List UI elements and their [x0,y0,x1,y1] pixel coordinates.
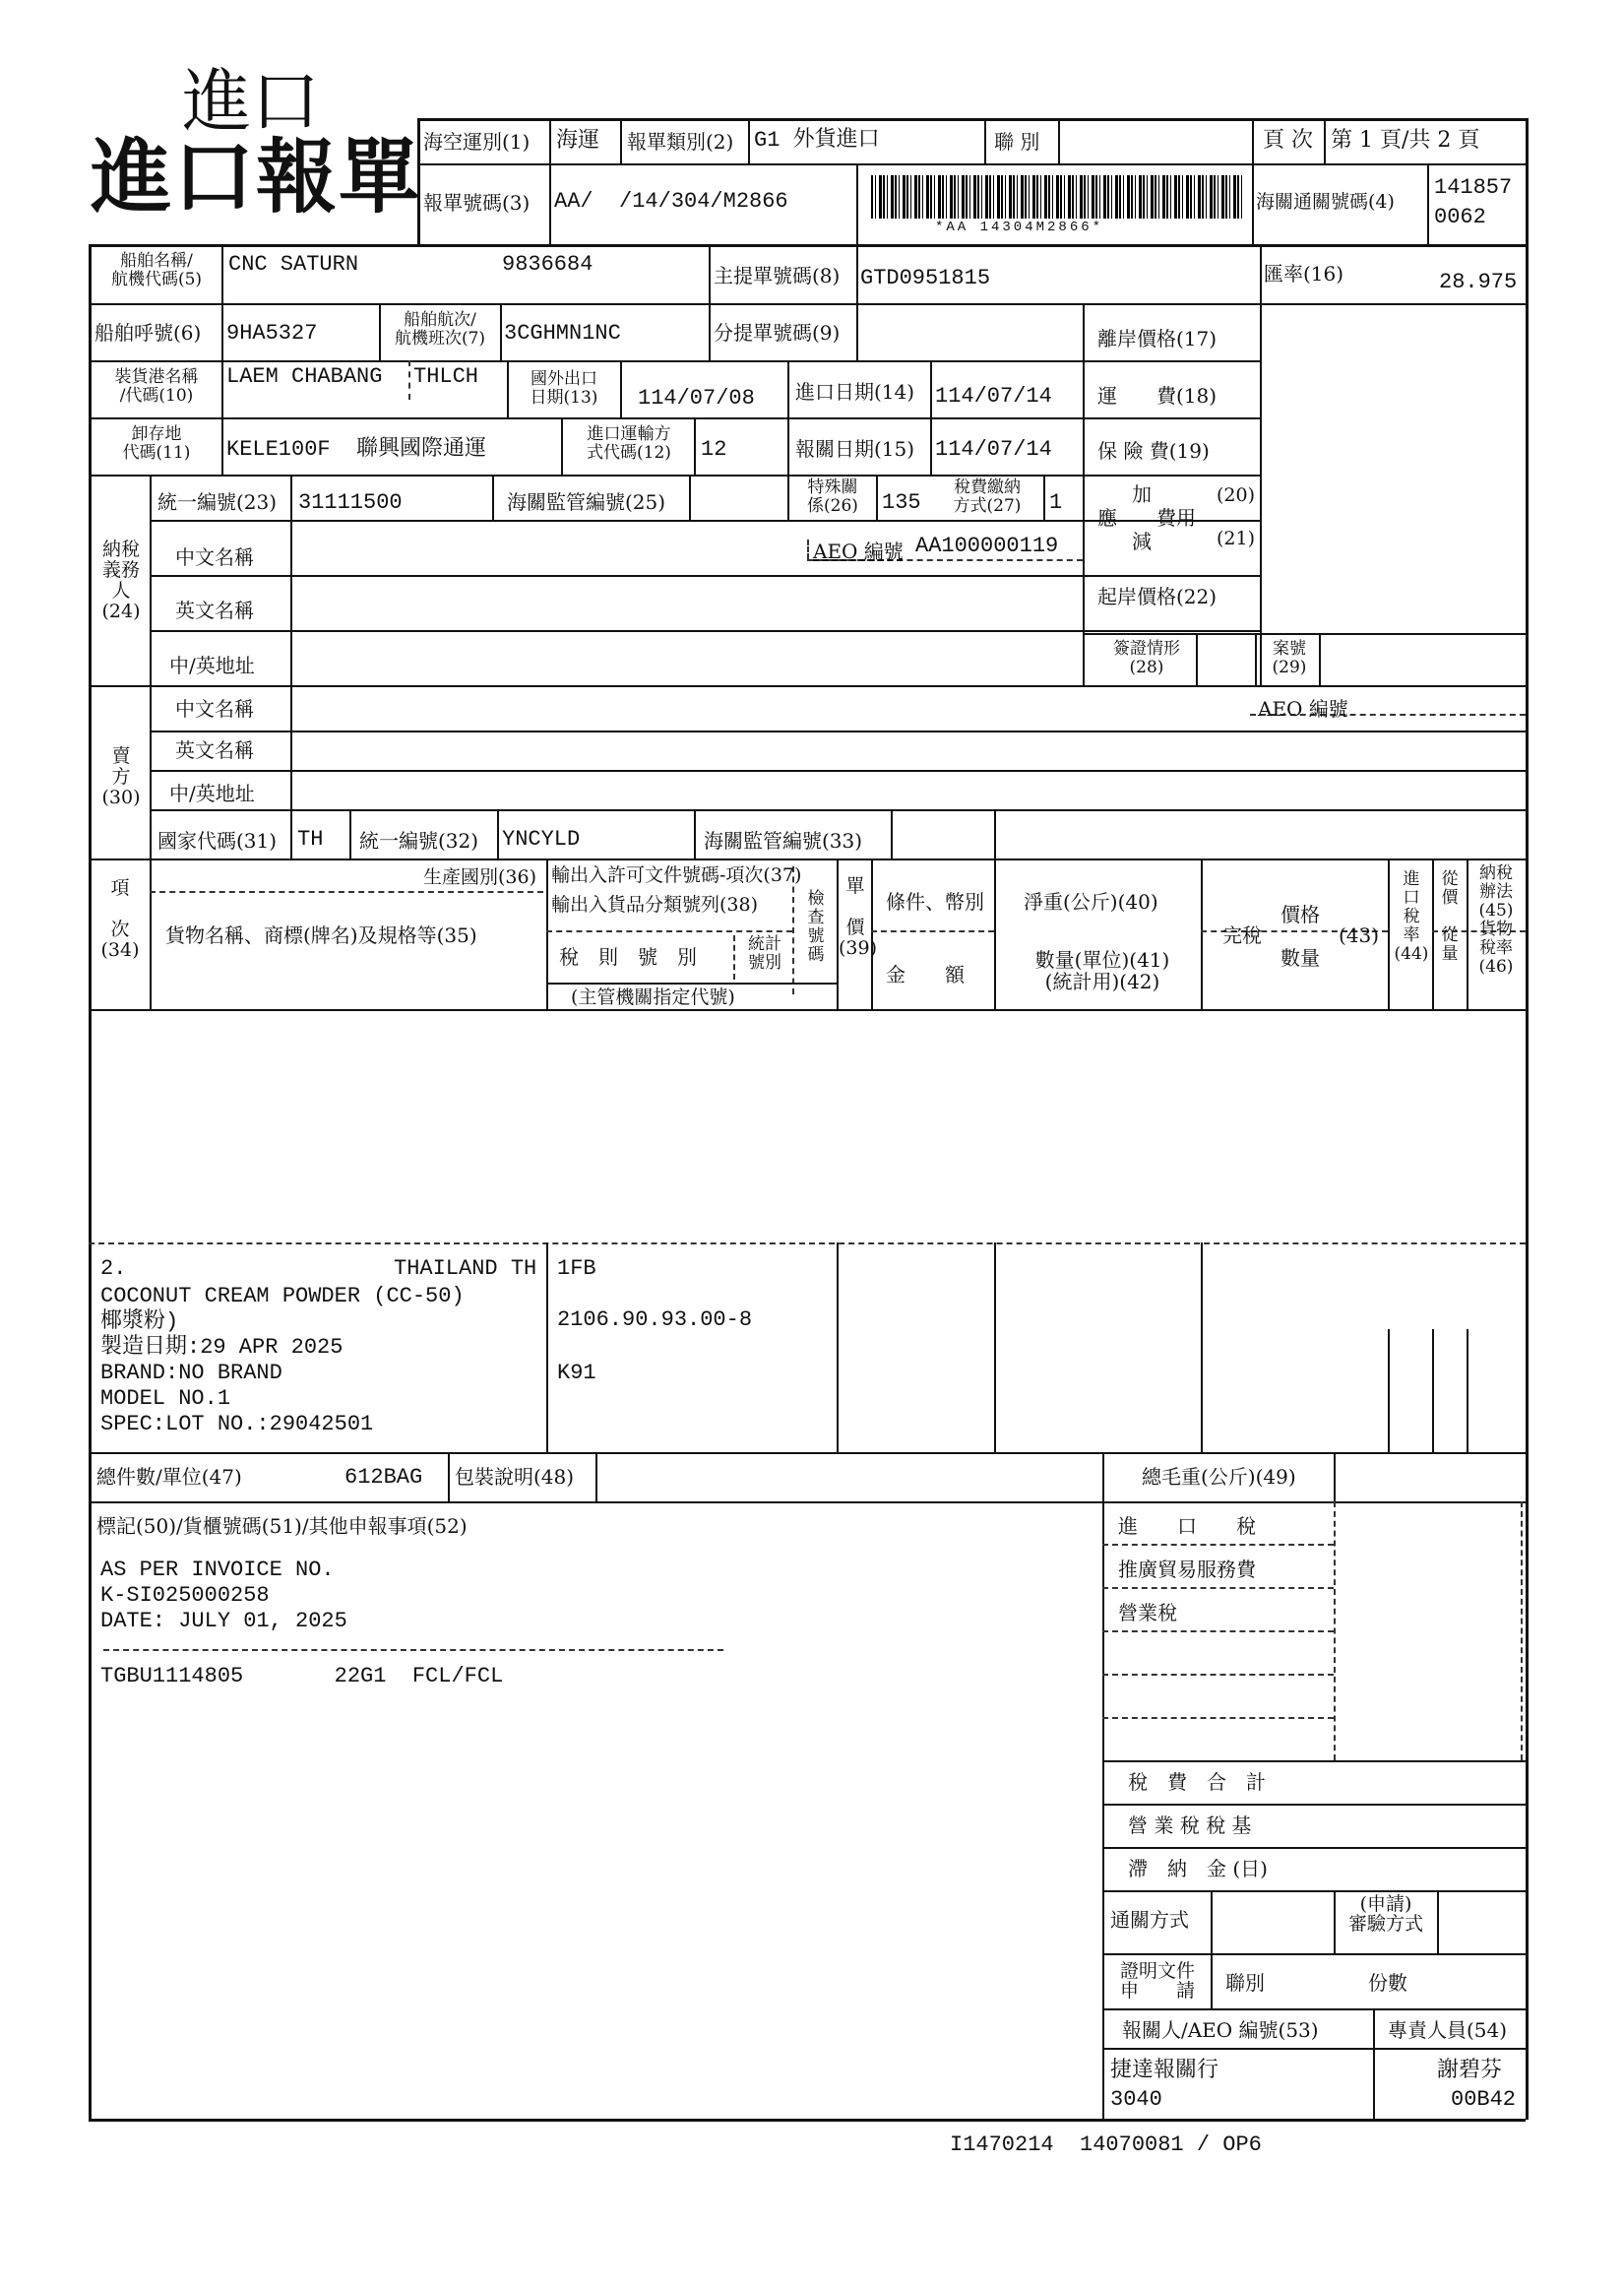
col-stat: 統計 號別 [748,934,781,973]
total-packages-label: 總件數/單位(47) [96,1465,242,1489]
adjust-minus: 減 [1132,530,1152,553]
barcode-caption: *AA 14304M2866* [935,220,1104,235]
seller-address-label: 中/英地址 [169,782,255,805]
storage-label: 卸存地 代碼(11) [122,424,191,463]
adjust-plus: 加 [1132,482,1152,506]
report-date-label: 報關日期(15) [795,437,915,461]
col-duty-value: 完稅 [1222,923,1262,947]
transport-mode-code-label: 進口運輸方 式代碼(12) [587,424,671,463]
certificate-label: 證明文件 申 請 [1119,1960,1195,2002]
storage-value: KELE100F 聯興國際通運 [226,437,487,462]
col-inspect: 檢 查 號 碼 [807,889,825,965]
marks-text: AS PER INVOICE NO. K-SI025000258 DATE: JULY 01, 2025 [100,1558,347,1633]
page-value: 第 1 頁/共 2 頁 [1331,128,1480,153]
item-origin: THAILAND TH [394,1256,537,1281]
business-tax-label: 營業稅 [1118,1601,1177,1624]
importer-customs-reg-label: 海關監管編號(25) [507,490,666,514]
insurance-label: 保 險 費(19) [1097,439,1210,463]
col-class-no: 輸出入貨品分類號列(38) [551,894,759,916]
importer-aeo-value: AA100000119 [915,534,1059,558]
importer-aeo-label: AEO 編號 [813,540,904,563]
broker-name: 捷達報關行 [1110,2058,1219,2082]
voyage-label: 船舶航次/ 航機班次(7) [394,310,486,349]
broker-code: 3040 [1110,2087,1162,2112]
importer-ubn-value: 31111500 [298,490,403,515]
seller-country-value: TH [297,827,324,852]
seller-country-label: 國家代碼(31) [157,829,278,853]
visa-label: 簽證情形 (28) [1113,639,1180,677]
packing-label: 包裝說明(48) [455,1465,575,1489]
trade-fee-label: 推廣貿易服務費 [1118,1558,1256,1581]
page-label: 頁 次 [1263,128,1313,153]
col-terms: 條件、幣別 [886,890,984,914]
tax-total-label: 稅 費 合 計 [1128,1770,1266,1794]
officer-name: 謝碧芬 [1437,2058,1503,2082]
col-net-weight: 淨重(公斤)(40) [1024,890,1158,914]
gross-weight-label: 總毛重(公斤)(49) [1142,1465,1296,1489]
col-tax-method: 納稅 辦法 (45) 貨物 稅率 (46) [1478,863,1514,977]
col-unit-price: 單 價 (39) [839,875,878,959]
title-small: 進口 [182,61,320,142]
importer-address-label: 中/英地址 [169,654,255,677]
col-amount: 金 額 [886,963,965,986]
declaration-number-value: AA/ /14/304/M2866 [554,189,788,214]
tax-payment-method-label: 稅費繳納 方式(27) [953,477,1022,516]
item-description: COCONUT CREAM POWDER (CC-50) 椰漿粉) 製造日期:29 APR 2025 BRAND:NO BRAND MODEL NO.1 SPEC:LOT NO.:29042501 [100,1284,465,1436]
master-bl-value: GTD0951815 [860,266,991,290]
load-port-code: THLCH [413,364,479,389]
cif-label: 起岸價格(22) [1097,585,1218,608]
seller-ubn-label: 統一編號(32) [359,829,479,853]
declaration-type-label: 報單類別(2) [627,130,734,154]
export-date-value: 114/07/08 [638,386,755,411]
special-relation-value: 135 [882,490,921,515]
inspection-method-label: (申請) 審驗方式 [1347,1893,1423,1935]
copy-type-label: 聯 別 [994,130,1040,154]
exchange-rate-label: 匯率(16) [1264,262,1344,286]
clearance-number-value-1: 141857 [1434,175,1513,200]
special-relation-label: 特殊關 係(26) [807,477,858,516]
callsign-value: 9HA5327 [226,321,318,346]
col-43: (43) [1339,923,1380,947]
import-date-label: 進口日期(14) [795,380,915,404]
seller-section-label: 賣 方 (30) [101,745,141,808]
adjust-code-20: (20) [1217,484,1256,506]
importer-cn-name-label: 中文名稱 [175,545,254,569]
seller-aeo-label: AEO 編號 [1258,697,1348,721]
import-date-value: 114/07/14 [935,384,1052,409]
late-fee-label: 滯 納 金 (日) [1128,1857,1268,1880]
broker-label: 報關人/AEO 編號(53) [1122,2018,1319,2042]
export-date-label: 國外出口 日期(13) [530,369,598,408]
title-main: 進口報單 [91,131,422,224]
declaration-type-value: G1 外貨進口 [754,128,880,153]
case-no-label: 案號 (29) [1272,639,1307,677]
item-agency-code: K91 [557,1361,596,1385]
callsign-label: 船舶呼號(6) [94,321,202,345]
tax-payment-method-value: 1 [1049,490,1063,515]
clearance-number-value-2: 0062 [1434,205,1486,229]
freight-label: 運 費(18) [1097,384,1218,408]
col-permit: 輸出入許可文件號碼-項次(37) [551,864,802,886]
officer-label: 專責人員(54) [1388,2018,1508,2042]
master-bl-label: 主提單號碼(8) [714,264,841,287]
report-date-value: 114/07/14 [935,437,1052,462]
clearance-number-label: 海關通關號碼(4) [1256,191,1395,213]
col-tariff: 稅 則 號 別 [559,945,697,969]
seller-customs-reg-label: 海關監管編號(33) [704,829,863,853]
vessel-code: 9836684 [502,252,593,277]
transport-mode-value: 海運 [556,128,600,153]
col-price-qty: 價格 數量 [1280,903,1320,970]
container-info: TGBU1114805 22G1 FCL/FCL [100,1664,504,1688]
item-class-code: 1FB [557,1256,596,1281]
col-item-no: 項 次 (34) [100,877,140,961]
certificate-copy-type: 聯別 [1225,1971,1265,1995]
seller-cn-name-label: 中文名稱 [175,697,254,721]
business-tax-base-label: 營 業 稅 稅 基 [1128,1813,1252,1837]
item-tariff-number: 2106.90.93.00-8 [557,1307,753,1332]
clearance-method-label: 通關方式 [1110,1908,1189,1932]
marks-label: 標記(50)/貨櫃號碼(51)/其他申報事項(52) [96,1514,468,1538]
col-import-rate: 進 口 稅 率 (44) [1394,869,1429,964]
certificate-copies: 份數 [1368,1971,1407,1995]
item-number: 2. [100,1256,127,1281]
importer-section-label: 納稅 義務 人 (24) [101,539,141,622]
vessel-label: 船舶名稱/ 航機代碼(5) [110,251,203,289]
voyage-value: 3CGHMN1NC [504,321,621,346]
col-quantity: 數量(單位)(41) (統計用)(42) [1034,948,1170,993]
import-duty-label: 進 口 稅 [1118,1514,1256,1538]
col-origin: 生產國別(36) [423,866,537,888]
col-ad-valorem: 從 價 從 量 [1441,869,1459,964]
seller-ubn-value: YNCYLD [502,827,581,852]
load-port-name: LAEM CHABANG [226,364,383,389]
adjust-code-21: (21) [1217,528,1256,549]
transport-mode-code-value: 12 [701,437,727,462]
declaration-barcode [871,175,1245,219]
importer-ubn-label: 統一編號(23) [157,490,278,514]
fob-label: 離岸價格(17) [1097,327,1218,350]
vessel-name: CNC SATURN [228,252,359,277]
declaration-number-label: 報單號碼(3) [423,191,531,215]
load-port-label: 裝貨港名稱 /代碼(10) [114,367,199,406]
importer-en-name-label: 英文名稱 [175,599,254,622]
exchange-rate-value: 28.975 [1439,270,1518,294]
seller-en-name-label: 英文名稱 [175,738,254,762]
total-packages-value: 612BAG [344,1465,423,1490]
adjust-label: 應 費用 [1097,506,1196,530]
transport-mode-label: 海空運別(1) [423,130,531,154]
col-description: 貨物名稱、商標(牌名)及規格等(35) [165,923,477,947]
officer-code: 00B42 [1451,2087,1517,2112]
house-bl-label: 分提單號碼(9) [714,321,841,345]
footer-code: I1470214 14070081 / OP6 [950,2132,1262,2157]
col-agency: (主管機關指定代號) [571,986,735,1008]
